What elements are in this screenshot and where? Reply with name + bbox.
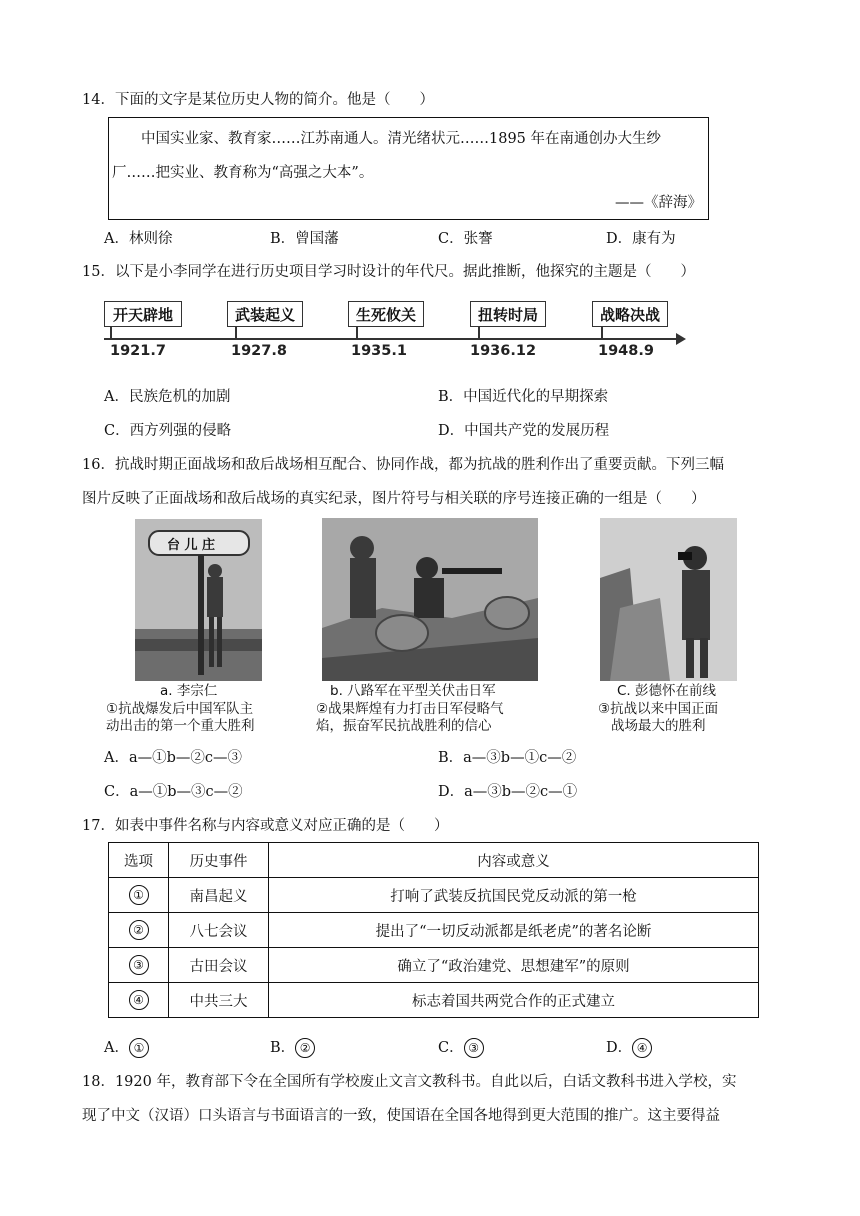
- q17-option-d[interactable]: [606, 1037, 652, 1059]
- q14-option-a[interactable]: A．林则徐: [104, 231, 173, 247]
- q17-option-a[interactable]: [104, 1037, 149, 1059]
- table-header: 内容或意义: [269, 843, 759, 878]
- row-event: 南昌起义: [169, 878, 269, 913]
- timeline-date: 1921.7: [110, 343, 166, 359]
- timeline-date: 1935.1: [351, 343, 407, 359]
- q16-option-a[interactable]: A．a—①b—②c—③: [104, 750, 243, 766]
- q17-option-c[interactable]: [438, 1037, 484, 1059]
- note-1-line1: ①抗战爆发后中国军队主: [106, 701, 254, 717]
- events-table: [108, 842, 759, 1018]
- timeline-date: 1948.9: [598, 343, 654, 359]
- q14-option-b[interactable]: B．曾国藩: [270, 231, 339, 247]
- quote-box: [108, 117, 709, 220]
- quote-line-1: 中国实业家、教育家……江苏南通人。清光绪状元……1895 年在南通创办大生纱: [141, 131, 662, 147]
- photo-peng-dehuai: [600, 518, 737, 681]
- timeline-tick: [601, 327, 603, 339]
- timeline-arrow-icon: [676, 333, 686, 345]
- table-header: 历史事件: [169, 843, 269, 878]
- q14-option-c[interactable]: C．张謇: [438, 231, 493, 247]
- option-letter: A．: [104, 1040, 129, 1056]
- timeline-label: 生死攸关: [348, 301, 424, 327]
- q16-option-d[interactable]: D．a—③b—②c—①: [438, 784, 578, 800]
- question-16-stem-line1: 16．抗战时期正面战场和敌后战场相互配合、协同作战，都为抗战的胜利作出了重要贡献。下列三幅: [82, 457, 724, 473]
- option-letter: C．: [438, 1040, 464, 1056]
- row-event: 八七会议: [169, 913, 269, 948]
- question-14-stem: 14．下面的文字是某位历史人物的简介。他是（ ）: [82, 92, 434, 108]
- timeline-tick: [356, 327, 358, 339]
- question-15-stem: 15．以下是小李同学在进行历史项目学习时设计的年代尺。据此推断，他探究的主题是（ ）: [82, 264, 695, 280]
- timeline-axis: [104, 338, 680, 340]
- q15-option-c[interactable]: C．西方列强的侵略: [104, 423, 232, 439]
- timeline-date: 1936.12: [470, 343, 537, 359]
- row-content: 打响了武装反抗国民党反动派的第一枪: [269, 878, 759, 913]
- timeline-label: 扭转时局: [470, 301, 546, 327]
- row-content: 确立了“政治建党、思想建军”的原则: [269, 948, 759, 983]
- note-3-line2: 战场最大的胜利: [611, 718, 706, 734]
- q16-option-c[interactable]: C．a—①b—③c—②: [104, 784, 243, 800]
- option-mark: ②: [295, 1038, 315, 1058]
- option-mark: ④: [632, 1038, 652, 1058]
- q15-option-a[interactable]: A．民族危机的加剧: [104, 389, 231, 405]
- row-content: 标志着国共两党合作的正式建立: [269, 983, 759, 1018]
- row-number: ④: [129, 990, 149, 1010]
- photo-a-caption: a. 李宗仁: [160, 683, 218, 699]
- question-18-stem-line1: 18．1920 年，教育部下令在全国所有学校废止文言文教科书。自此以后，白话文教科书进入学校，实: [82, 1074, 737, 1090]
- timeline-label: 战略决战: [592, 301, 668, 327]
- table-row: [109, 913, 759, 948]
- table-row: [109, 878, 759, 913]
- q17-option-b[interactable]: [270, 1037, 315, 1059]
- note-3-line1: ③抗战以来中国正面: [598, 701, 719, 717]
- photo-sign-text: 台 儿 庄: [167, 538, 216, 553]
- quote-source: ——《辞海》: [615, 195, 702, 211]
- option-mark: ③: [464, 1038, 484, 1058]
- timeline-tick: [478, 327, 480, 339]
- timeline-label: 武装起义: [227, 301, 303, 327]
- photo-pingxingguan: [322, 518, 538, 681]
- row-number: ①: [129, 885, 149, 905]
- table-row: [109, 983, 759, 1018]
- timeline-tick: [110, 327, 112, 339]
- row-content: 提出了“一切反动派都是纸老虎”的著名论断: [269, 913, 759, 948]
- quote-line-2: 厂……把实业、教育称为“高强之大本”。: [112, 165, 374, 181]
- question-17-stem: 17．如表中事件名称与内容或意义对应正确的是（ ）: [82, 818, 449, 834]
- note-1-line2: 动出击的第一个重大胜利: [106, 718, 255, 734]
- note-2-line2: 焰，振奋军民抗战胜利的信心: [316, 718, 492, 734]
- question-18-stem-line2: 现了中文（汉语）口头语言与书面语言的一致，使国语在全国各地得到更大范围的推广。这主要得益: [82, 1108, 720, 1124]
- row-event: 古田会议: [169, 948, 269, 983]
- timeline-label: 开天辟地: [104, 301, 182, 327]
- option-letter: B．: [270, 1040, 296, 1056]
- note-2-line1: ②战果辉煌有力打击日军侵略气: [316, 701, 504, 717]
- table-header: 选项: [109, 843, 169, 878]
- row-event: 中共三大: [169, 983, 269, 1018]
- photo-b-caption: b. 八路军在平型关伏击日军: [330, 683, 496, 699]
- q16-option-b[interactable]: B．a—③b—①c—②: [438, 750, 577, 766]
- photo-li-zongren: [135, 519, 262, 681]
- q14-option-d[interactable]: D．康有为: [606, 231, 676, 247]
- row-number: ②: [129, 920, 149, 940]
- photo-c-caption: C. 彭德怀在前线: [617, 683, 717, 699]
- table-header-row: [109, 843, 759, 878]
- q15-option-d[interactable]: D．中国共产党的发展历程: [438, 423, 610, 439]
- row-number: ③: [129, 955, 149, 975]
- table-row: [109, 948, 759, 983]
- option-letter: D．: [606, 1040, 633, 1056]
- timeline-date: 1927.8: [231, 343, 287, 359]
- timeline-tick: [235, 327, 237, 339]
- option-mark: ①: [129, 1038, 149, 1058]
- q15-option-b[interactable]: B．中国近代化的早期探索: [438, 389, 609, 405]
- question-16-stem-line2: 图片反映了正面战场和敌后战场的真实纪录，图片符号与相关联的序号连接正确的一组是（ ）: [82, 491, 706, 507]
